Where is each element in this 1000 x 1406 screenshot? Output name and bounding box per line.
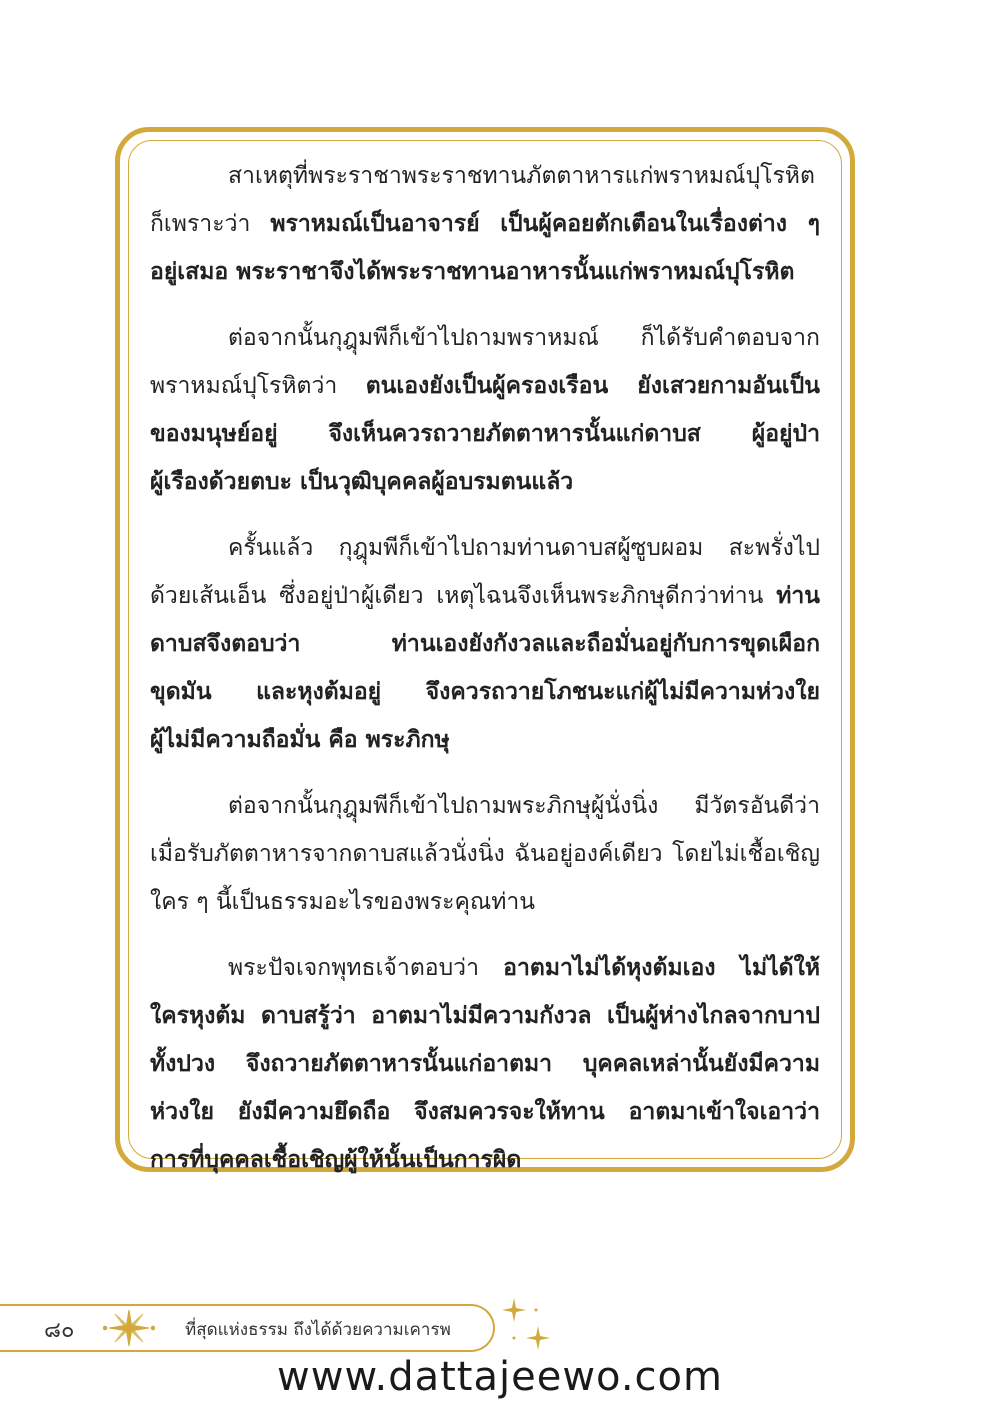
text: พระปัจเจกพุทธเจ้าตอบว่า — [228, 955, 504, 981]
page-number: ๘๐ — [44, 1318, 75, 1343]
text: สาเหตุที่พระราชาพระราชทานภัตตาหารแก่พราหมณ์ปุโรหิต — [228, 163, 815, 189]
text: เมื่อรับภัตตาหารจากดาบสแล้วนั่งนิ่ง ฉันอยู่องค์เดียว โดยไม่เชื้อเชิญ — [150, 841, 820, 867]
text-line — [150, 458, 820, 506]
bold-text: ทั้งปวง จึงถวายภัตตาหารนั้นแก่อาตมา บุคคลเหล่านั้นยังมีความ — [150, 1051, 820, 1077]
bold-text: ของมนุษย์อยู่ จึงเห็นควรถวายภัตตาหารนั้นแก่ดาบส ผู้อยู่ป่า — [150, 421, 820, 447]
text: พราหมณ์ปุโรหิตว่า — [150, 373, 366, 399]
text-line — [150, 524, 820, 572]
footer-title: ที่สุดแห่งธรรม ถึงได้ด้วยความเคารพ — [185, 1320, 451, 1340]
text-line — [150, 716, 820, 764]
text: ด้วยเส้นเอ็น ซึ่งอยู่ป่าผู้เดียว เหตุไฉนจึงเห็นพระภิกษุดีกว่าท่าน — [150, 583, 777, 609]
paragraph — [150, 524, 820, 764]
text-line — [150, 944, 820, 992]
text-line — [150, 572, 820, 620]
text-line — [150, 410, 820, 458]
text-line — [150, 1088, 820, 1136]
text: ต่อจากนั้นกุฎุมพีก็เข้าไปถามพระภิกษุผู้นั่งนิ่ง มีวัตรอันดีว่า — [228, 793, 820, 819]
text-line — [150, 200, 820, 248]
bold-text: ใครหุงต้ม ดาบสรู้ว่า อาตมาไม่มีความกังวล เป็นผู้ห่างไกลจากบาป — [150, 1003, 820, 1029]
sparkle-ornament-icon — [500, 1298, 552, 1352]
bold-text: ผู้เรืองด้วยตบะ เป็นวุฒิบุคคลผู้อบรมตนแล้ว — [150, 469, 574, 495]
bold-text: การที่บุคคลเชื้อเชิญผู้ให้นั้นเป็นการผิด — [150, 1147, 522, 1173]
text-line — [150, 1040, 820, 1088]
text: ก็เพราะว่า — [150, 211, 271, 237]
text: ครั้นแล้ว กุฎุมพีก็เข้าไปถามท่านดาบสผู้ซูบผอม สะพรั่งไป — [228, 535, 820, 561]
bold-text: ผู้ไม่มีความถือมั่น คือ พระภิกษุ — [150, 727, 450, 753]
text-line — [150, 782, 820, 830]
text-line — [150, 620, 820, 668]
bold-text: อยู่เสมอ พระราชาจึงได้พระราชทานอาหารนั้นแก่พราหมณ์ปุโรหิต — [150, 259, 795, 285]
website-url: www.dattajeewo.com — [277, 1354, 723, 1400]
text-line — [150, 248, 820, 296]
paragraph — [150, 152, 820, 296]
bold-text: ตนเองยังเป็นผู้ครองเรือน ยังเสวยกามอันเป็น — [365, 373, 820, 399]
bold-text: ห่วงใย ยังมีความยึดถือ จึงสมควรจะให้ทาน อาตมาเข้าใจเอาว่า — [150, 1099, 820, 1125]
bold-text: ขุดมัน และหุงต้มอยู่ จึงควรถวายโภชนะแก่ผู้ไม่มีความห่วงใย — [150, 679, 820, 705]
bold-text: อาตมาไม่ได้หุงต้มเอง ไม่ได้ให้ — [503, 955, 820, 981]
text-line — [150, 992, 820, 1040]
text-line — [150, 878, 820, 926]
body-text — [150, 152, 820, 1202]
bold-text: ดาบสจึงตอบว่า ท่านเองยังกังวลและถือมั่นอยู่กับการขุดเผือก — [150, 631, 820, 657]
paragraph — [150, 782, 820, 926]
paragraph — [150, 944, 820, 1184]
text-line — [150, 362, 820, 410]
text-line — [150, 152, 820, 200]
ornament-icon — [103, 1306, 155, 1350]
text-line — [150, 830, 820, 878]
bold-text: ท่าน — [776, 583, 820, 609]
paragraph — [150, 314, 820, 506]
text: ต่อจากนั้นกุฎุมพีก็เข้าไปถามพราหมณ์ ก็ได้รับคำตอบจาก — [228, 325, 820, 351]
text-line — [150, 314, 820, 362]
text-line — [150, 1136, 820, 1184]
bold-text: พราหมณ์เป็นอาจารย์ เป็นผู้คอยตักเตือนในเรื่องต่าง ๆ — [270, 211, 821, 237]
text-line — [150, 668, 820, 716]
text: ใคร ๆ นี้เป็นธรรมอะไรของพระคุณท่าน — [150, 889, 536, 915]
